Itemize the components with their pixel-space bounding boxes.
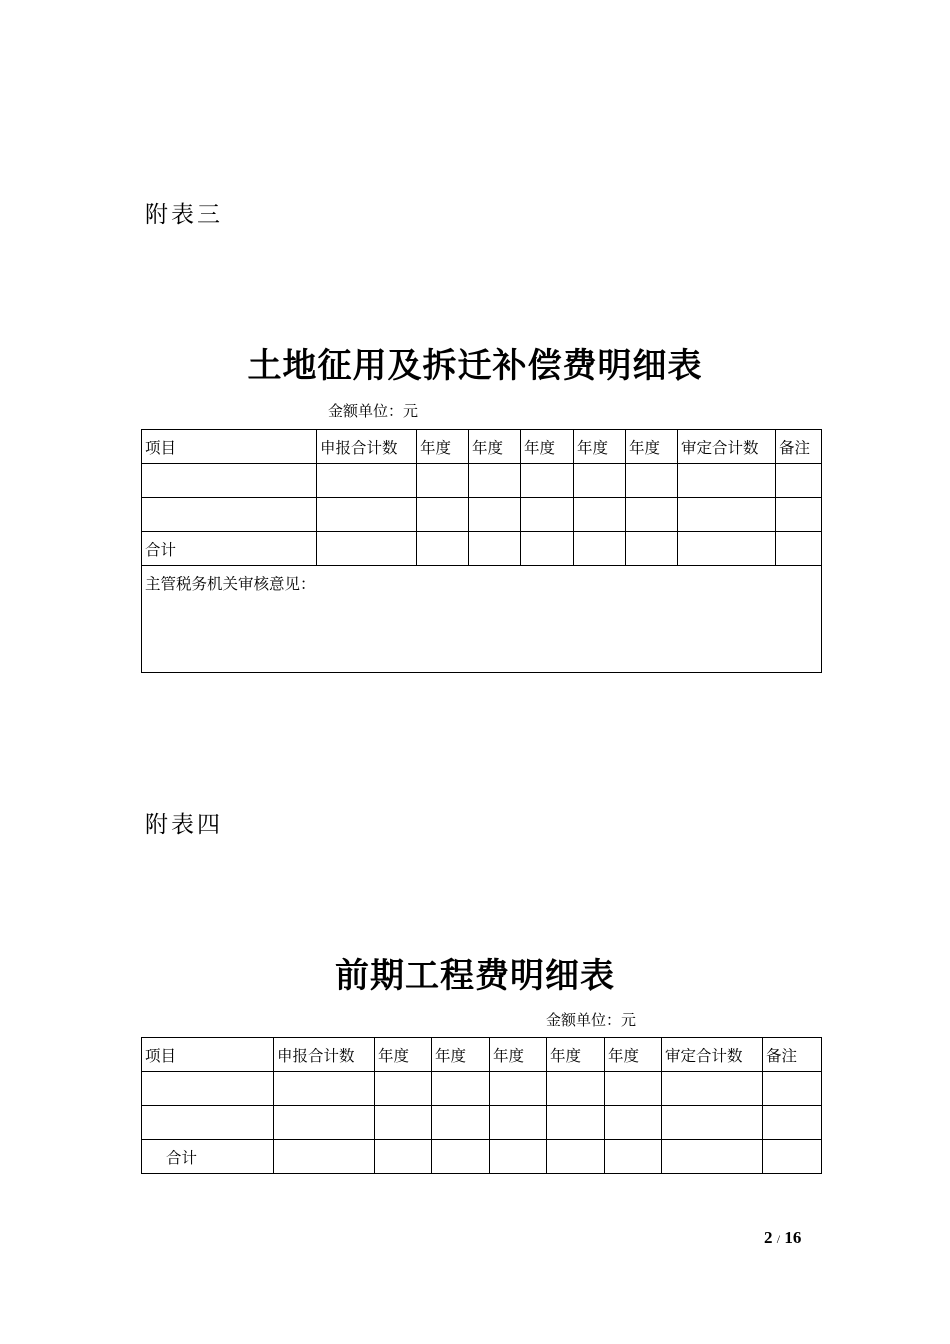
appendix-3-table xyxy=(141,429,822,673)
header-cell-year: 年度 xyxy=(490,1038,547,1072)
table-cell[interactable] xyxy=(469,532,521,566)
appendix-4-unit-note: 金额单位：元 xyxy=(546,1011,637,1029)
table-cell[interactable] xyxy=(626,532,678,566)
table-cell[interactable] xyxy=(547,1106,605,1140)
table-cell[interactable] xyxy=(432,1140,490,1174)
table-cell[interactable] xyxy=(626,498,678,532)
table-header-row xyxy=(142,430,822,464)
table-row xyxy=(142,1106,822,1140)
header-cell-declared-total: 申报合计数 xyxy=(317,430,417,464)
table-cell[interactable] xyxy=(490,1072,547,1106)
header-cell-year: 年度 xyxy=(626,430,678,464)
page-separator: / xyxy=(776,1232,781,1246)
appendix-3-title: 土地征用及拆迁补偿费明细表 xyxy=(247,346,703,386)
header-cell-year: 年度 xyxy=(605,1038,662,1072)
appendix-3-label: 附表三 xyxy=(145,202,223,228)
appendix-4-table xyxy=(141,1037,822,1174)
table-cell[interactable] xyxy=(574,464,626,498)
header-cell-year: 年度 xyxy=(521,430,574,464)
table-cell[interactable] xyxy=(662,1106,763,1140)
table-total-row xyxy=(142,1140,822,1174)
table-cell[interactable] xyxy=(417,464,469,498)
header-cell-declared-total: 申报合计数 xyxy=(274,1038,375,1072)
table-cell[interactable] xyxy=(142,498,317,532)
table-cell[interactable] xyxy=(142,1072,274,1106)
table-cell[interactable] xyxy=(317,498,417,532)
table-cell[interactable] xyxy=(678,464,776,498)
header-cell-remarks: 备注 xyxy=(763,1038,822,1072)
appendix-3-unit-note: 金额单位：元 xyxy=(328,402,419,420)
table-cell[interactable] xyxy=(547,1072,605,1106)
table-cell[interactable] xyxy=(375,1106,432,1140)
table-cell[interactable] xyxy=(605,1072,662,1106)
table-cell[interactable] xyxy=(490,1106,547,1140)
page-number xyxy=(764,1228,801,1248)
header-cell-remarks: 备注 xyxy=(776,430,822,464)
table-cell[interactable] xyxy=(375,1140,432,1174)
table-cell[interactable] xyxy=(375,1072,432,1106)
table-cell[interactable] xyxy=(763,1072,822,1106)
table-cell[interactable] xyxy=(662,1140,763,1174)
header-cell-item: 项目 xyxy=(142,430,317,464)
table-cell[interactable] xyxy=(432,1106,490,1140)
table-cell[interactable] xyxy=(432,1072,490,1106)
table-cell[interactable] xyxy=(521,464,574,498)
header-cell-year: 年度 xyxy=(375,1038,432,1072)
table-cell[interactable] xyxy=(417,532,469,566)
header-cell-year: 年度 xyxy=(547,1038,605,1072)
table-cell[interactable] xyxy=(776,464,822,498)
table-cell[interactable] xyxy=(626,464,678,498)
header-cell-year: 年度 xyxy=(417,430,469,464)
table-cell[interactable] xyxy=(763,1140,822,1174)
table-cell[interactable] xyxy=(763,1106,822,1140)
appendix-4-label: 附表四 xyxy=(145,812,223,838)
table-cell[interactable] xyxy=(417,498,469,532)
total-label-cell: 合计 xyxy=(142,532,317,566)
table-cell[interactable] xyxy=(547,1140,605,1174)
table-cell[interactable] xyxy=(469,464,521,498)
table-cell[interactable] xyxy=(574,532,626,566)
header-cell-year: 年度 xyxy=(574,430,626,464)
page-total: 16 xyxy=(784,1228,802,1247)
table-row xyxy=(142,498,822,532)
table-cell[interactable] xyxy=(317,532,417,566)
table-cell[interactable] xyxy=(678,532,776,566)
header-cell-year: 年度 xyxy=(469,430,521,464)
table-row xyxy=(142,1072,822,1106)
table-cell[interactable] xyxy=(678,498,776,532)
table-row xyxy=(142,464,822,498)
table-cell[interactable] xyxy=(521,532,574,566)
table-cell[interactable] xyxy=(274,1072,375,1106)
table-cell[interactable] xyxy=(605,1106,662,1140)
table-cell[interactable] xyxy=(469,498,521,532)
appendix-4-title: 前期工程费明细表 xyxy=(335,956,615,996)
table-cell[interactable] xyxy=(776,532,822,566)
opinion-row xyxy=(142,566,822,673)
header-cell-approved-total: 审定合计数 xyxy=(678,430,776,464)
table-cell[interactable] xyxy=(274,1140,375,1174)
header-cell-year: 年度 xyxy=(432,1038,490,1072)
table-cell[interactable] xyxy=(317,464,417,498)
table-cell[interactable] xyxy=(142,464,317,498)
table-total-row xyxy=(142,532,822,566)
table-cell[interactable] xyxy=(274,1106,375,1140)
table-cell[interactable] xyxy=(662,1072,763,1106)
header-cell-item: 项目 xyxy=(142,1038,274,1072)
header-cell-approved-total: 审定合计数 xyxy=(662,1038,763,1072)
table-cell[interactable] xyxy=(490,1140,547,1174)
table-cell[interactable] xyxy=(521,498,574,532)
total-label-cell: 合计 xyxy=(142,1140,274,1174)
table-cell[interactable] xyxy=(574,498,626,532)
table-cell[interactable] xyxy=(142,1106,274,1140)
table-header-row xyxy=(142,1038,822,1072)
table-cell[interactable] xyxy=(605,1140,662,1174)
page-current: 2 xyxy=(764,1228,773,1247)
table-cell[interactable] xyxy=(776,498,822,532)
tax-authority-opinion-cell[interactable]: 主管税务机关审核意见： xyxy=(142,566,822,673)
